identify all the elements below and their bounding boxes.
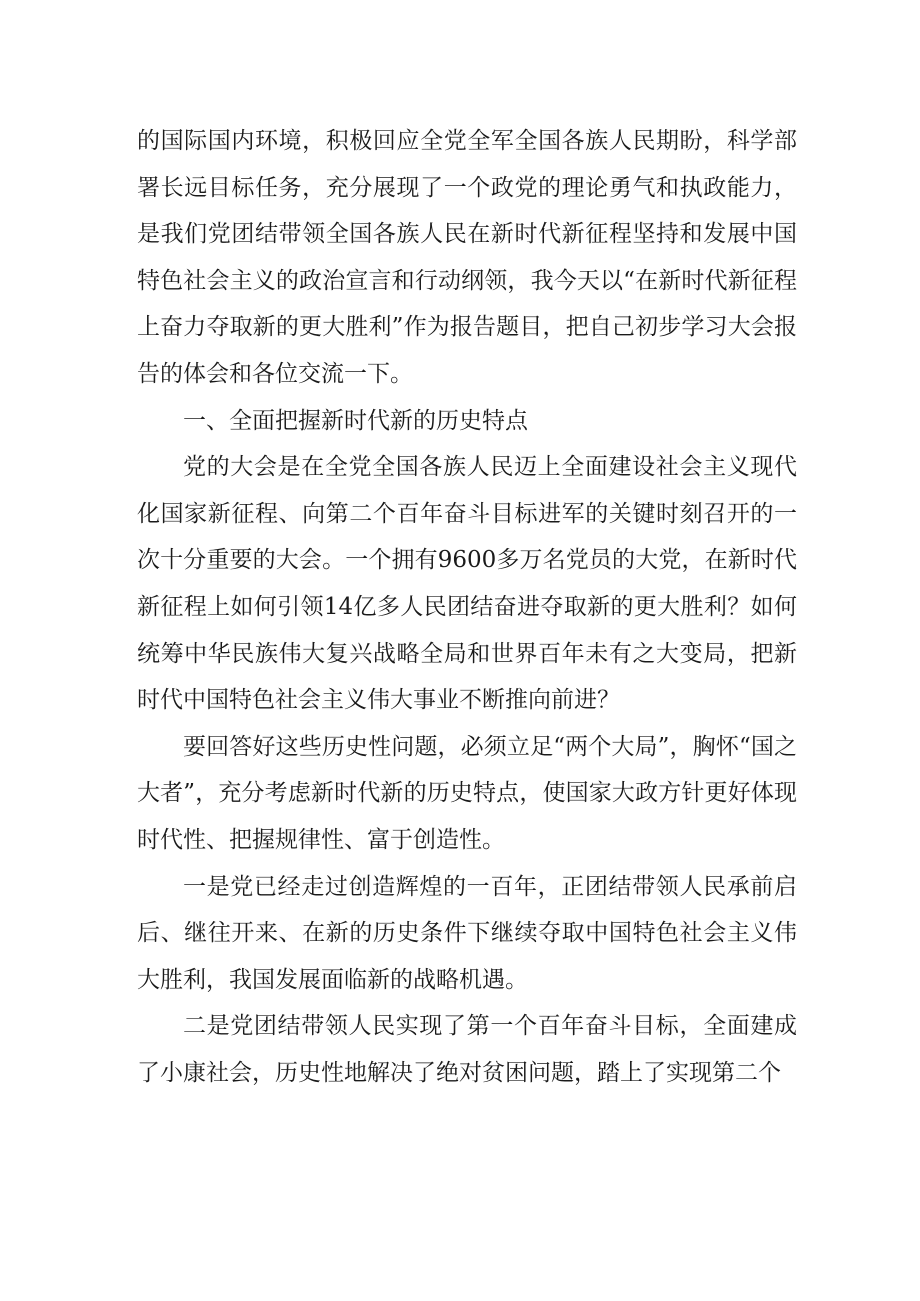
section-heading: 一、全面把握新时代新的历史特点 [183, 407, 528, 434]
paragraph-point-one: 一是党已经走过创造辉煌的一百年，正团结带领人民承前启后、继往开来、在新的历史条件下继续夺取中国特色社会主义伟大胜利，我国发展面临新的战略机遇。 [137, 873, 797, 993]
paragraph-point-two: 二是党团结带领人民实现了第一个百年奋斗目标，全面建成了小康社会，历史性地解决了绝对贫困问题，踏上了实现第二个 [137, 1013, 797, 1086]
paragraph-continuation: 的国际国内环境，积极回应全党全军全国各族人民期盼，科学部署长远目标任务，充分展现了一个政党的理论勇气和执政能力，是我们党团结带领全国各族人民在新时代新征程坚持和发展中国特色社会主义的政治宣言和行动纲领，我今天以“在新时代新征程上奋力夺取新的更大胜利”作为报告题目，把自己初步学习大会报告的体会和各位交流一下。 [137, 128, 797, 387]
document-body [137, 118, 797, 1096]
paragraph-two-overall-situations: 要回答好这些历史性问题，必须立足“两个大局”，胸怀“国之大者”，充分考虑新时代新的历史特点，使国家大政方针更好体现时代性、把握规律性、富于创造性。 [137, 733, 797, 853]
paragraph-congress-significance: 党的大会是在全党全国各族人民迈上全面建设社会主义现代化国家新征程、向第二个百年奋斗目标进军的关键时刻召开的一次十分重要的大会。一个拥有9600多万名党员的大党，在新时代新征程上如何引领14亿多人民团结奋进夺取新的更大胜利？如何统筹中华民族伟大复兴战略全局和世界百年未有之大变局，把新时代中国特色社会主义伟大事业不断推向前进？ [137, 454, 797, 714]
